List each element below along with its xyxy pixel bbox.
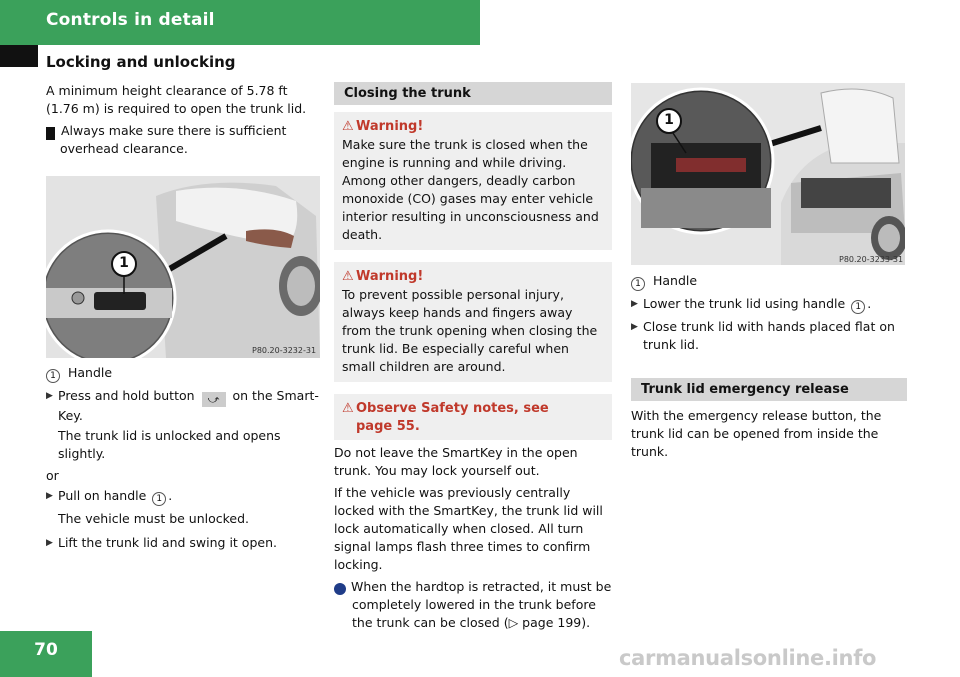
warning-box-2 <box>334 262 612 382</box>
warning-title <box>342 400 604 436</box>
trunk-interior-illustration <box>631 83 905 265</box>
section-marker <box>0 45 38 67</box>
column-3 <box>631 272 907 461</box>
warning-box-1 <box>334 112 612 250</box>
column-2 <box>329 82 612 632</box>
step-lift-lid <box>46 534 324 552</box>
step-lower-lid <box>631 295 907 314</box>
step-text: Close trunk lid with hands placed flat on trunk lid. <box>643 319 895 352</box>
callout-1: 1 <box>664 112 674 128</box>
para-emergency: With the emergency release button, the trunk lid can be opened from inside the trunk. <box>631 408 882 459</box>
section-heading: Trunk lid emergency release <box>631 378 907 401</box>
caution-icon: ! <box>46 127 55 140</box>
step-text: Pull on handle <box>58 488 147 503</box>
section-title: Locking and unlocking <box>46 53 236 71</box>
info-note <box>329 578 612 632</box>
step-text: Lift the trunk lid and swing it open. <box>58 535 277 550</box>
warning-title <box>342 268 604 286</box>
legend-item <box>631 272 907 291</box>
chapter-title: Controls in detail <box>46 10 215 30</box>
step-arrow-icon: ▶ <box>631 299 638 309</box>
page-number: 70 <box>34 640 58 660</box>
trunk-handle-illustration <box>46 176 320 358</box>
warning-triangle-icon: ⚠ <box>342 119 354 134</box>
warning-title-text: Observe Safety notes, see page 55. <box>356 401 549 434</box>
legend-label: Handle <box>653 273 698 288</box>
column-1-steps <box>46 364 324 552</box>
legend-item <box>46 364 324 383</box>
legend-number: 1 <box>631 277 645 291</box>
warning-title <box>342 118 604 136</box>
or-text: or <box>46 468 59 483</box>
warning-title-text: Warning! <box>356 119 424 134</box>
callout-ref: 1 <box>152 492 166 506</box>
step-arrow-icon: ▶ <box>631 322 638 332</box>
info-icon: i <box>334 583 346 595</box>
step-text-end: . <box>168 488 173 503</box>
warning-title-text: Warning! <box>356 269 424 284</box>
para-smartkey: Do not leave the SmartKey in the open trunk. You may lock yourself out. <box>334 445 578 478</box>
step-text: Lower the trunk lid using handle <box>643 296 846 311</box>
step-pull-handle <box>46 487 324 506</box>
step-press-button <box>46 387 324 425</box>
step-close-lid <box>631 318 907 354</box>
warning-text: Make sure the trunk is closed when the engine is running and while driving. Among other dangers, deadly carbon monoxide (CO) gases may enter vehicle interior resulting in unconsciousness and death. <box>342 137 599 242</box>
watermark: carmanualsonline.info <box>619 646 877 670</box>
warning-triangle-icon: ⚠ <box>342 269 354 284</box>
step-arrow-icon: ▶ <box>46 538 53 548</box>
step-arrow-icon: ▶ <box>46 491 53 501</box>
step-note: The vehicle must be unlocked. <box>58 511 250 526</box>
car-open-trunk-drawing <box>631 83 905 265</box>
callout-ref: 1 <box>851 300 865 314</box>
caution-text: Always make sure there is sufficient overhead clearance. <box>60 123 287 156</box>
column-1 <box>41 82 321 158</box>
section-heading: Closing the trunk <box>334 82 612 105</box>
warning-box-3 <box>334 394 612 440</box>
step-text-end: on the SmartKey. <box>58 388 319 423</box>
car-rear-drawing <box>46 176 320 358</box>
intro-text: A minimum height clearance of 5.78 ft (1.76 m) is required to open the trunk lid. <box>46 83 307 116</box>
image-code: P80.20-3232-31 <box>252 346 317 355</box>
legend-label: Handle <box>68 365 113 380</box>
legend-number: 1 <box>46 369 60 383</box>
step-arrow-icon: ▶ <box>46 391 53 401</box>
callout-1: 1 <box>119 255 129 271</box>
info-text: When the hardtop is retracted, it must be completely lowered in the trunk before the trunk can be closed (▷ page 199). <box>351 579 612 630</box>
para-autolock: If the vehicle was previously centrally locked with the SmartKey, the trunk lid will lock automatically when closed. All turn signal lamps flash three times to confirm locking. <box>334 485 603 572</box>
step-note: The trunk lid is unlocked and opens slightly. <box>58 428 281 461</box>
step-text: Press and hold button <box>58 388 195 403</box>
warning-triangle-icon: ⚠ <box>342 401 354 416</box>
step-text-end: . <box>867 296 872 311</box>
trunk-open-key-icon: ⤻ <box>202 392 226 407</box>
warning-text: To prevent possible personal injury, always keep hands and fingers away from the trunk opening when closing the trunk lid. Be especially careful when small children are around. <box>342 287 598 374</box>
caution-note <box>41 122 321 158</box>
image-code: P80.20-3233-31 <box>839 255 904 264</box>
